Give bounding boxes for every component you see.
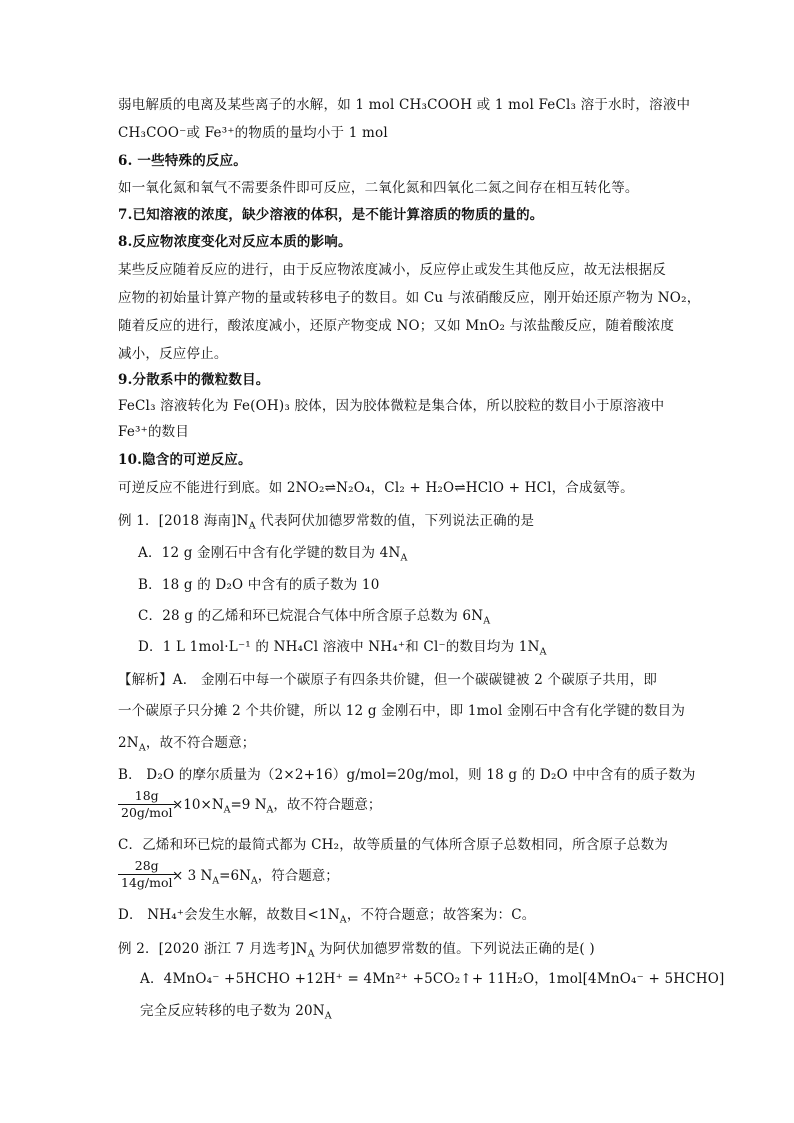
text-line: 某些反应随着反应的进行，由于反应物浓度减小，反应停止或发生其他反应，故无法根据反 xyxy=(118,262,666,278)
example-2-option-a-cont: 完全反应转移的电子数为 $20N_A$ xyxy=(140,1003,332,1022)
text-line: 应物的初始量计算产物的量或转移电子的数目。如 Cu 与浓硝酸反应，刚开始还原产物为 NO₂， xyxy=(118,290,701,306)
text-line: 随着反应的进行，酸浓度减小，还原产物变成 NO；又如 MnO₂ 与浓盐酸反应，随着酸浓度 xyxy=(118,318,675,334)
section-heading-6: 6. 一些特殊的反应。 xyxy=(118,153,247,169)
analysis-line: $\times 10\times N_A=9$ $N_A$，故不符合题意； xyxy=(172,797,382,816)
example-2-stem: 例 2．[2020 浙江 7 月选考]$N_A$ 为阿伏加德罗常数的值。下列说法正确的是( ) xyxy=(118,941,595,960)
analysis-line: $2N_A$，故不符合题意； xyxy=(118,735,256,754)
example-1-option-a: A．12 g 金刚石中含有化学键的数目为 $4N_A$ xyxy=(138,545,408,564)
example-1-option-d: D．1 L 1mol·L⁻¹ 的 NH₄Cl 溶液中 NH₄⁺和 Cl⁻的数目均为 $1N_A$ xyxy=(138,639,547,658)
text-line: 如一氧化氮和氧气不需要条件即可反应，二氧化氮和四氧化二氮之间存在相互转化等。 xyxy=(118,180,639,196)
analysis-line: D． NH₄⁺会发生水解，故数目$<1N_A$，不符合题意；故答案为：C。 xyxy=(118,907,536,926)
text-line: 可逆反应不能进行到底。如 2NO₂⇌N₂O₄，Cl₂ + H₂O⇌HClO + HCl，合成氨等。 xyxy=(118,480,634,496)
example-2-option-a: A．4MnO₄⁻ +5HCHO +12H⁺ = 4Mn²⁺ +5CO₂↑+ 11H₂O，1mol[4MnO₄⁻ + 5HCHO] xyxy=(140,971,725,987)
section-heading-9: 9.分散系中的微粒数目。 xyxy=(118,372,270,388)
text-line: Fe³⁺的数目 xyxy=(118,424,190,440)
analysis-line: C．乙烯和环已烷的最简式都为 CH₂，故等质量的气体所含原子总数相同，所含原子总数为 xyxy=(118,837,669,853)
analysis-line: 一个碳原子只分摊 2 个共价键，所以 12 g 金刚石中，即 1mol 金刚石中含有化学键的数目为 xyxy=(118,703,686,719)
analysis-line: × 3 $N_A=6N_A$，符合题意； xyxy=(172,868,339,887)
text-line: 弱电解质的电离及某些离子的水解，如 1 mol CH₃COOH 或 1 mol FeCl₃ 溶于水时，溶液中 xyxy=(118,97,691,113)
fraction-18g-over-20g xyxy=(118,788,176,821)
fraction-denominator: 20g/mol xyxy=(121,805,173,820)
analysis-line: 【解析】A． 金刚石中每一个碳原子有四条共价键，但一个碳碳键被 2 个碳原子共用，即 xyxy=(118,672,658,688)
example-1-option-c: C．28 g 的乙烯和环已烷混合气体中所含原子总数为 $6N_A$ xyxy=(138,608,491,627)
text-line: CH₃COO⁻或 Fe³⁺的物质的量均小于 1 mol xyxy=(118,125,388,141)
example-1-stem: 例 1．[2018 海南]$N_A$ 代表阿伏加德罗常数的值，下列说法正确的是 xyxy=(118,513,535,532)
fraction-numerator: 28g xyxy=(134,858,159,873)
analysis-line: B． D₂O 的摩尔质量为（2×2+16）g/mol=20g/mol，则 18 g 的 D₂O 中中含有的质子数为 xyxy=(118,767,696,783)
text-line: 减小，反应停止。 xyxy=(118,346,228,362)
fraction-numerator: 18g xyxy=(134,788,159,803)
section-heading-7: 7.已知溶液的浓度，缺少溶液的体积，是不能计算溶质的物质的量的。 xyxy=(118,207,544,223)
text-line: FeCl₃ 溶液转化为 Fe(OH)₃ 胶体，因为胶体微粒是集合体，所以胶粒的数目小于原溶液中 xyxy=(118,398,665,414)
fraction-denominator: 14g/mol xyxy=(121,875,173,890)
example-1-option-b: B．18 g 的 D₂O 中含有的质子数为 10 xyxy=(138,577,380,593)
section-heading-10: 10.隐含的可逆反应。 xyxy=(118,452,252,468)
fraction-28g-over-14g xyxy=(118,858,176,891)
section-heading-8: 8.反应物浓度变化对反应本质的影响。 xyxy=(118,234,352,250)
